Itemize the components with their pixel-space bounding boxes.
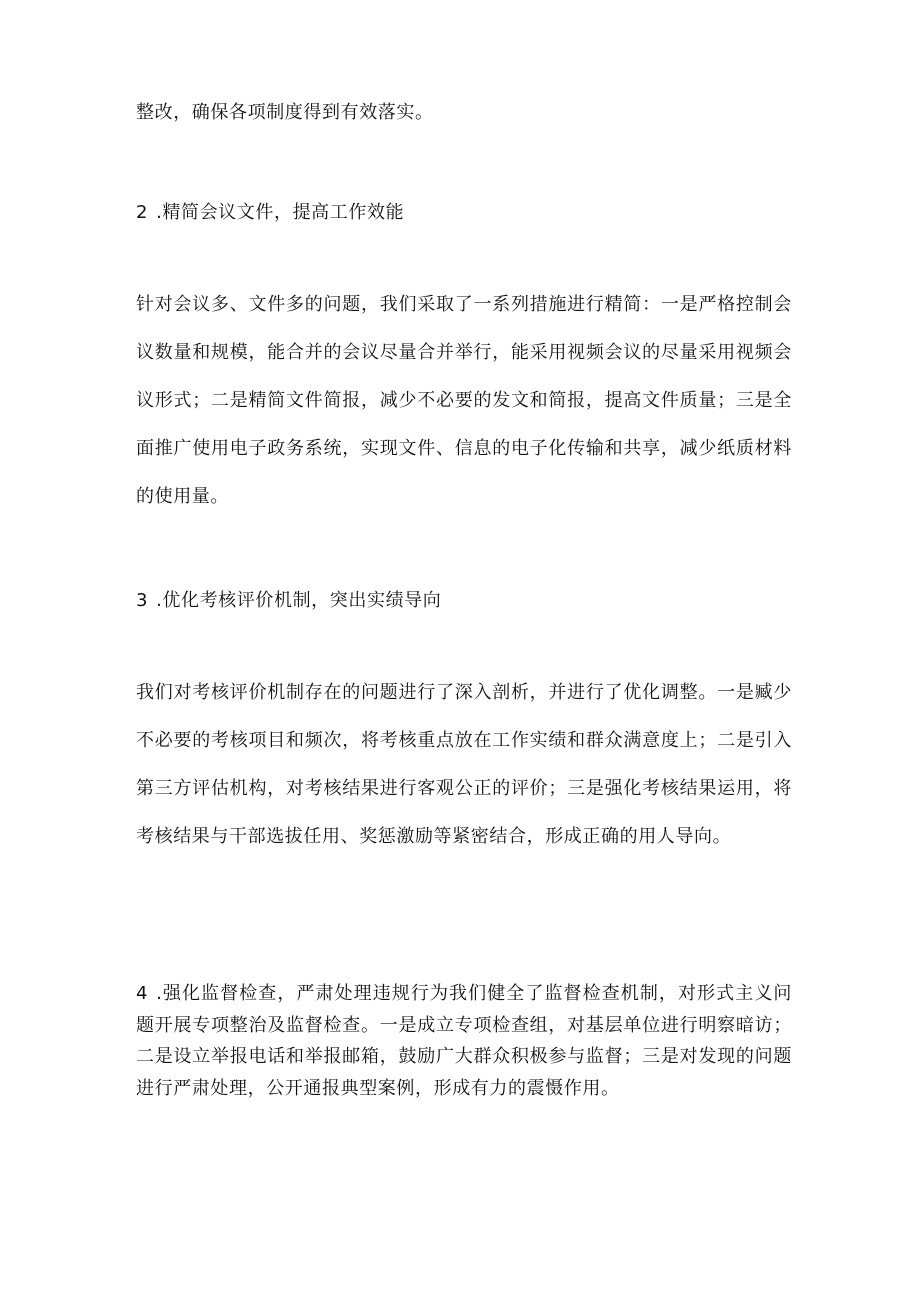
section-4-number: 4 xyxy=(136,983,149,1004)
section-2-body: 针对会议多、文件多的问题，我们采取了一系列措施进行精简：一是严格控制会议数量和规模，能合并的会议尽量合并举行，能采用视频会议的尽量采用视频会议形式；二是精简文件简报，减少不必要的发文和简报，提高文件质量；三是全面推广使用电子政务系统，实现文件、信息的电子化传输和共享，减少纸质材料的使用量。 xyxy=(136,294,792,507)
section-2-number: 2 xyxy=(136,202,149,223)
section-2-heading xyxy=(136,198,792,228)
section-3-number: 3 xyxy=(136,590,149,611)
section-3-heading xyxy=(136,586,792,616)
section-4-paragraph xyxy=(136,978,792,1104)
section-3-body: 我们对考核评价机制存在的问题进行了深入剖析，并进行了优化调整。一是臧少不必要的考核项目和频次，将考核重点放在工作实绩和群众满意度上；二是引入第三方评估机构，对考核结果进行客观公正的评价；三是强化考核结果运用，将考核结果与干部选拔任用、奖惩激励等紧密结合，形成正确的用人导向。 xyxy=(136,682,792,847)
section-3-title: .优化考核评价机制，突出实绩导向 xyxy=(156,590,442,611)
intro-paragraph-tail: 整改，确保各项制度得到有效落实。 xyxy=(136,102,434,123)
section-2-title: .精简会议文件，提高工作效能 xyxy=(156,202,405,223)
section-4-body: .强化监督检查，严肃处理违规行为我们健全了监督检查机制，对形式主义问题开展专项整治及监督检查。一是成立专项检查组，对基层单位进行明察暗访；二是设立举报电话和举报邮箱，鼓励广大群众积极参与监督；三是对发现的问题进行严肃处理，公开通报典型案例，形成有力的震慑作用。 xyxy=(136,983,792,1099)
